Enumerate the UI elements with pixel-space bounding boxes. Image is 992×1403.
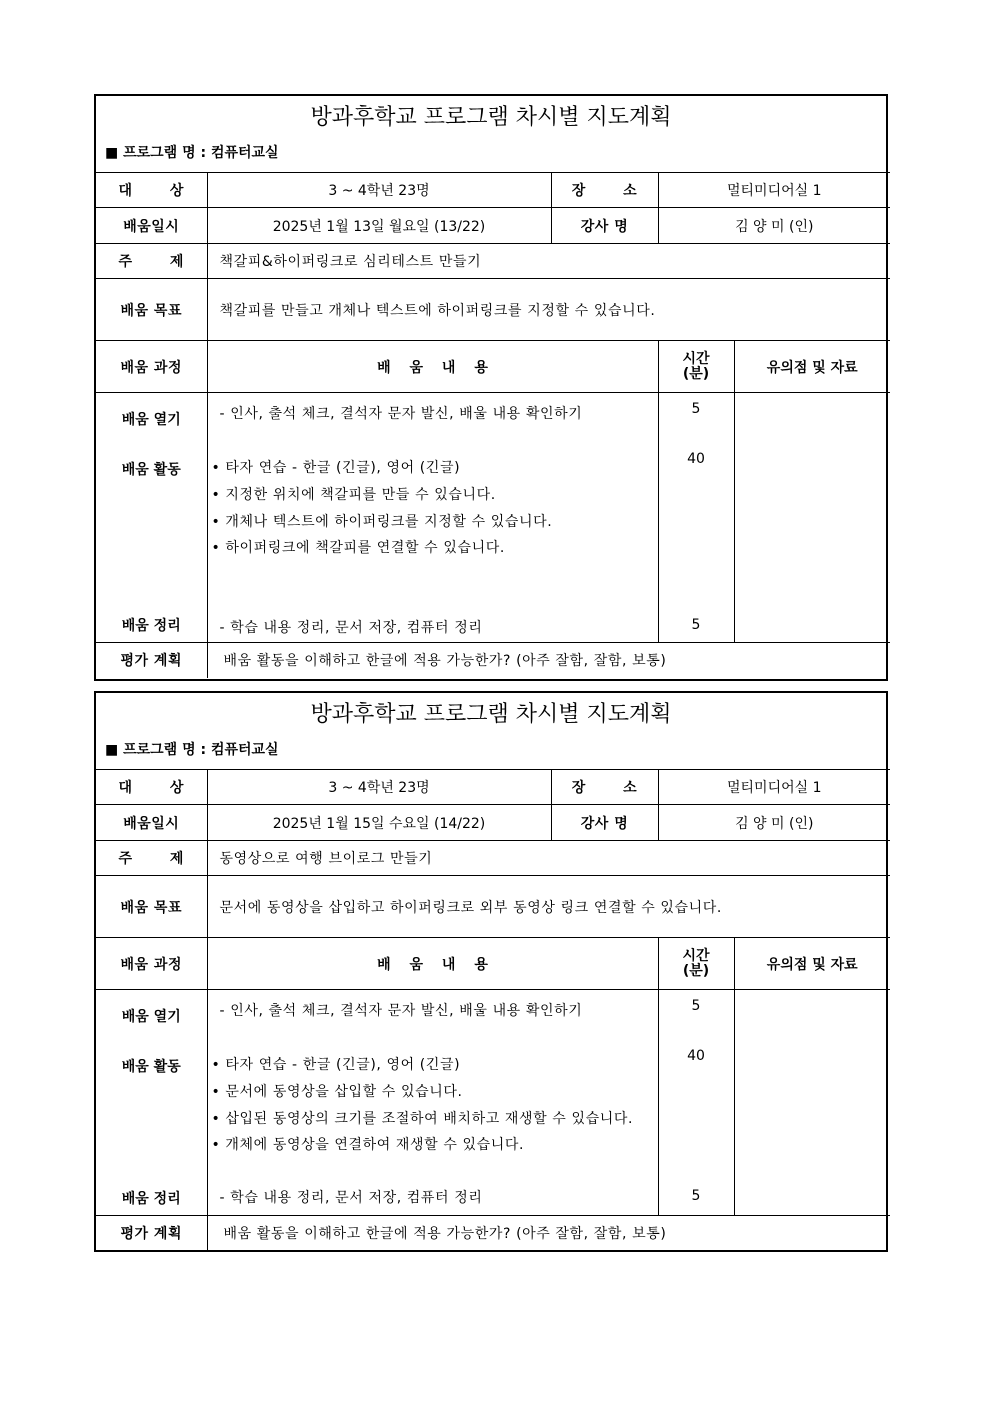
activity-item: • 개체나 텍스트에 하이퍼링크를 지정할 수 있습니다. [211, 514, 553, 530]
lesson-plan-1 [94, 94, 888, 681]
eval-value: 배움 활동을 이해하고 한글에 적용 가능한가? (아주 잘함, 잘함, 보통) [207, 1216, 890, 1251]
process-time-cell [658, 393, 734, 643]
content-label: 배 움 내 용 [207, 938, 658, 990]
plan-table [96, 769, 890, 1251]
notes-label: 유의점 및 자료 [734, 341, 890, 393]
notes-cell [734, 393, 890, 643]
time-label-1: 시간 [682, 947, 710, 964]
program-name: ■ 프로그램 명 : 컴퓨터교실 [105, 145, 279, 161]
process-stage-cell [96, 990, 207, 1216]
time-label-2: (분) [682, 365, 710, 382]
eval-value: 배움 활동을 이해하고 한글에 적용 가능한가? (아주 잘함, 잘함, 보통) [207, 643, 890, 678]
date-label: 배움일시 [96, 208, 207, 244]
place-label: 장 소 [551, 770, 658, 805]
close-content: - 학습 내용 정리, 문서 저장, 컴퓨터 정리 [219, 1190, 483, 1206]
content-label: 배 움 내 용 [207, 341, 658, 393]
date-value: 2025년 1월 13일 월요일 (13/22) [207, 208, 551, 244]
process-label: 배움 과정 [96, 341, 207, 393]
eval-label: 평가 계획 [96, 643, 207, 678]
date-label: 배움일시 [96, 805, 207, 841]
open-time: 5 [691, 998, 701, 1014]
process-stage-cell [96, 393, 207, 643]
close-label: 배움 정리 [121, 618, 181, 634]
close-content: - 학습 내용 정리, 문서 저장, 컴퓨터 정리 [219, 620, 483, 636]
activity-time: 40 [687, 451, 705, 467]
activity-label: 배움 활동 [121, 462, 181, 478]
activity-time: 40 [687, 1048, 705, 1064]
topic-label: 주 제 [96, 841, 207, 876]
topic-label: 주 제 [96, 244, 207, 279]
date-value: 2025년 1월 15일 수요일 (14/22) [207, 805, 551, 841]
process-time-cell [658, 990, 734, 1216]
time-label [658, 938, 734, 990]
target-label: 대 상 [96, 173, 207, 208]
teacher-label: 강사 명 [551, 208, 658, 244]
target-label: 대 상 [96, 770, 207, 805]
goal-label: 배움 목표 [96, 279, 207, 341]
notes-cell [734, 990, 890, 1216]
close-label: 배움 정리 [121, 1191, 181, 1207]
time-label-2: (분) [682, 962, 710, 979]
lesson-plan-2 [94, 691, 888, 1252]
open-label: 배움 열기 [121, 1009, 181, 1025]
teacher-value: 김 양 미 (인) [658, 805, 890, 841]
teacher-value: 김 양 미 (인) [658, 208, 890, 244]
goal-value: 문서에 동영상을 삽입하고 하이퍼링크로 외부 동영상 링크 연결할 수 있습니다. [207, 876, 890, 938]
target-value: 3 ~ 4학년 23명 [207, 770, 551, 805]
activity-item: • 타자 연습 - 한글 (긴글), 영어 (긴글) [211, 460, 461, 476]
activity-item: • 하이퍼링크에 책갈피를 연결할 수 있습니다. [211, 540, 505, 556]
activity-label: 배움 활동 [121, 1059, 181, 1075]
place-label: 장 소 [551, 173, 658, 208]
activity-item: • 지정한 위치에 책갈피를 만들 수 있습니다. [211, 487, 496, 503]
time-label [658, 341, 734, 393]
notes-label: 유의점 및 자료 [734, 938, 890, 990]
program-name: ■ 프로그램 명 : 컴퓨터교실 [105, 742, 279, 758]
process-label: 배움 과정 [96, 938, 207, 990]
place-value: 멀티미디어실 1 [658, 770, 890, 805]
eval-label: 평가 계획 [96, 1216, 207, 1251]
place-value: 멀티미디어실 1 [658, 173, 890, 208]
process-content-cell [207, 990, 658, 1216]
close-time: 5 [691, 617, 701, 633]
activity-item: • 개체에 동영상을 연결하여 재생할 수 있습니다. [211, 1137, 525, 1153]
plan-table [96, 172, 890, 678]
topic-value: 동영상으로 여행 브이로그 만들기 [207, 841, 890, 876]
plan-title: 방과후학교 프로그램 차시별 지도계획 [310, 702, 672, 727]
goal-label: 배움 목표 [96, 876, 207, 938]
activity-item: • 문서에 동영상을 삽입할 수 있습니다. [211, 1084, 463, 1100]
goal-value: 책갈피를 만들고 개체나 텍스트에 하이퍼링크를 지정할 수 있습니다. [207, 279, 890, 341]
target-value: 3 ~ 4학년 23명 [207, 173, 551, 208]
close-time: 5 [691, 1188, 701, 1204]
open-content: - 인사, 출석 체크, 결석자 문자 발신, 배울 내용 확인하기 [219, 406, 583, 422]
open-time: 5 [691, 401, 701, 417]
topic-value: 책갈피&하이퍼링크로 심리테스트 만들기 [207, 244, 890, 279]
activity-item: • 타자 연습 - 한글 (긴글), 영어 (긴글) [211, 1057, 461, 1073]
plan-title: 방과후학교 프로그램 차시별 지도계획 [310, 105, 672, 130]
time-label-1: 시간 [682, 350, 710, 367]
open-content: - 인사, 출석 체크, 결석자 문자 발신, 배울 내용 확인하기 [219, 1003, 583, 1019]
activity-item: • 삽입된 동영상의 크기를 조절하여 배치하고 재생할 수 있습니다. [211, 1111, 634, 1127]
process-content-cell [207, 393, 658, 643]
teacher-label: 강사 명 [551, 805, 658, 841]
open-label: 배움 열기 [121, 412, 181, 428]
